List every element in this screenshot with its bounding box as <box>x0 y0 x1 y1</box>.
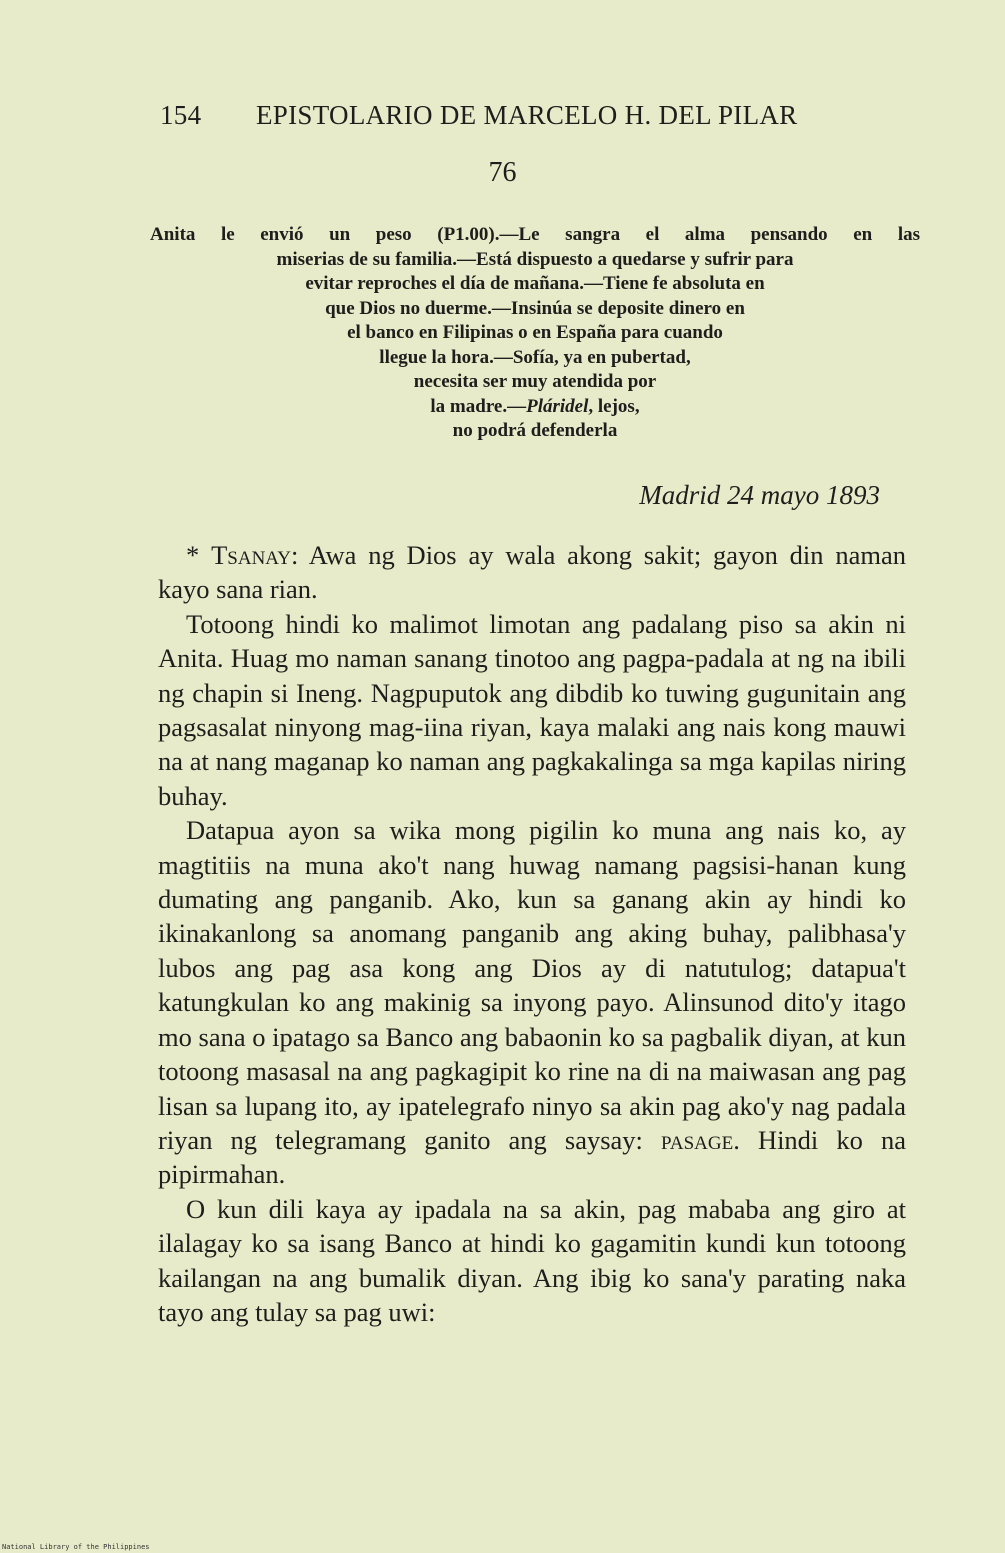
paragraph-3 <box>158 813 906 1191</box>
letter-number: 76 <box>488 157 517 188</box>
paragraph-1 <box>158 538 906 607</box>
library-credit: National Library of the Philippines <box>2 1543 150 1551</box>
paragraph-2: Totoong hindi ko malimot limotan ang padalang piso sa akin ni Anita. Huag mo naman sanang tinotoo ang pagpa-padala at ng na ibili ng chapin si Ineng. Nagpuputok ang dibdib ko tuwing gugunitain ang pagsasalat ninyong mag-iina riyan, kaya malaki ang nais kong mauwi na at nang maganap ko naman ang pagkakalinga sa mga kapilas niring buhay. <box>158 608 906 811</box>
footnote-marker: * <box>186 540 212 570</box>
running-title: EPISTOLARIO DE MARCELO H. DEL PILAR <box>256 100 798 130</box>
paragraph-text: Awa ng Dios ay wala akong sakit; gayon din naman kayo sana rian. <box>158 540 907 605</box>
summary-line: llegue la hora.—Sofía, ya en pubertad, <box>379 346 691 368</box>
summary-line: miserias de su familia.—Está dispuesto a quedarse y sufrir para <box>276 248 794 270</box>
paragraph-tail: Hindi ko na pipirmahan. <box>158 1124 907 1190</box>
running-header <box>160 100 860 131</box>
telegram-keyword: pasage. <box>661 1124 740 1155</box>
paragraph-4: O kun dili kaya ay ipadala na sa akin, pag mababa ang giro at ilalagay ko sa isang Banco at hindi ko gagamitin kundi kun totoong kailangan na ang bumalik diyan. Ang ibig ko sana'y parating naka tayo ang tulay sa pag uwi: <box>158 1193 906 1327</box>
summary-line: Anita le envió un peso (P1.00).—Le sangra el alma pensando en las <box>150 224 920 245</box>
page-number: 154 <box>160 100 202 130</box>
pen-name: Pláridel <box>526 395 589 417</box>
summary-line: el banco en Filipinas o en España para cuando <box>347 322 723 343</box>
salutation: Tsanay: <box>211 540 299 570</box>
letter-summary <box>150 223 920 444</box>
dateline: Madrid 24 mayo 1893 <box>639 480 880 510</box>
summary-line: la madre.—Pláridel, lejos, <box>430 395 640 417</box>
summary-line: evitar reproches el día de mañana.—Tiene fe absoluta en <box>305 273 765 294</box>
paragraph-text: Datapua ayon sa wika mong pigilin ko muna ang nais ko, ay magtitiis na muna ako't nang huwag namang pagsisi-hanan kung dumating ang panganib. Ako, kun sa ganang akin ay hindi ko ikinakanlong sa anomang panganib ang aking buhay, palibhasa'y lubos ang pag asa kong ang Dios ay di natutulog; datapua't katungkulan ko ang makinig sa inyong payo. Alinsunod dito'y itago mo sana o ipatago sa Banco ang babaonin ko sa pagbalik diyan, at kun totoong masasal na ang pagkagipit ko rine na di na maiwasan ang pag lisan sa lupang ito, ay ipatelegrafo ninyo sa akin pag ako'y nag padala riyan ng telegramang ganito ang saysay: <box>158 815 906 1155</box>
summary-line: que Dios no duerme.—Insinúa se deposite dinero en <box>325 297 745 319</box>
summary-line: no podrá defenderla <box>452 420 618 441</box>
summary-line: necesita ser muy atendida por <box>413 371 657 392</box>
letter-body <box>158 538 906 1329</box>
